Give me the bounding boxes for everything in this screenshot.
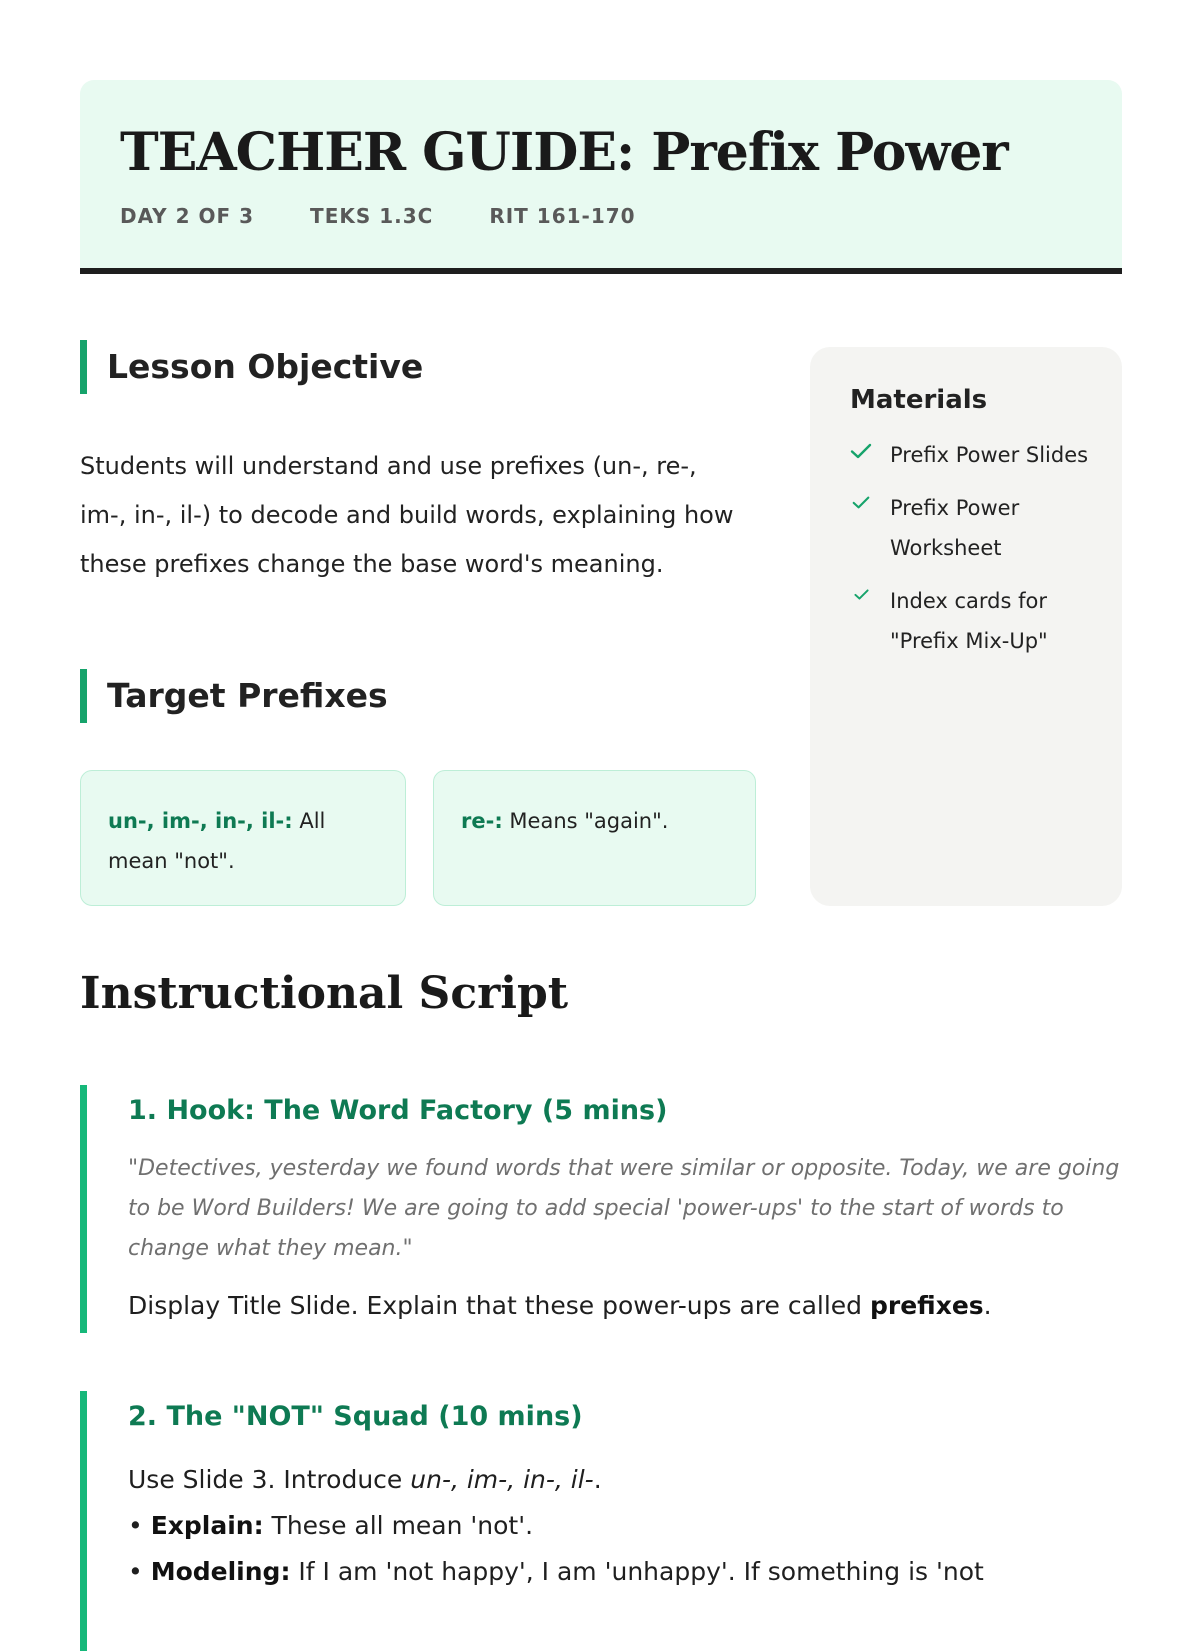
prefix-card-desc: All mean "not". (108, 809, 326, 873)
materials-item (850, 435, 1100, 475)
step-title: 1. Hook: The Word Factory (5 mins) (128, 1095, 668, 1126)
bullet-label: Modeling: (150, 1557, 291, 1586)
check-icon (850, 488, 872, 509)
guide-header (80, 80, 1122, 274)
prefix-card-term: re-: (461, 809, 503, 833)
materials-heading: Materials (850, 385, 988, 415)
bullet-text: If I am 'not happy', I am 'unhappy'. If something is 'not (290, 1557, 984, 1586)
materials-item (850, 488, 1100, 568)
step-title: 2. The "NOT" Squad (10 mins) (128, 1401, 583, 1432)
prefix-card-again (433, 770, 756, 906)
step-quote: "Detectives, yesterday we found words that were similar or opposite. Today, we are going to be Word Builders! We are going to add special 'power-ups' to the start of words to change what they mean." (128, 1156, 1120, 1261)
step-intro-text: Use Slide 3. Introduce (128, 1465, 411, 1494)
meta-teks: TEKS 1.3C (310, 204, 434, 228)
step-body-bold: prefixes (870, 1291, 984, 1320)
instructional-script-heading: Instructional Script (80, 968, 569, 1019)
step-body (128, 1283, 1122, 1329)
step-body-text: Display Title Slide. Explain that these power-ups are called (128, 1291, 870, 1320)
prefix-card-term: un-, im-, in-, il-: (108, 809, 293, 833)
meta-tags (120, 204, 636, 228)
page-title: TEACHER GUIDE: Prefix Power (120, 122, 1008, 183)
meta-day: DAY 2 OF 3 (120, 204, 255, 228)
materials-item (850, 581, 1100, 661)
script-step-hook (80, 1085, 1122, 1333)
prefix-card-not (80, 770, 406, 906)
target-prefixes-heading: Target Prefixes (80, 669, 388, 723)
step-body-end: . (983, 1291, 992, 1320)
step-bullet: • Modeling: If I am 'not happy', I am 'unhappy'. If something is 'not (128, 1557, 984, 1586)
materials-item-label: Prefix Power Worksheet (890, 496, 1020, 560)
materials-item-label: Index cards for "Prefix Mix-Up" (890, 589, 1048, 653)
step-intro-end: . (593, 1465, 602, 1494)
step-intro-prefixes: un-, im-, in-, il- (410, 1465, 594, 1494)
lesson-objective-heading: Lesson Objective (80, 340, 423, 394)
script-step-not-squad (80, 1391, 1122, 1651)
materials-item-label: Prefix Power Slides (890, 443, 1089, 467)
check-icon (850, 581, 872, 600)
meta-rit: RIT 161-170 (489, 204, 636, 228)
bullet-label: Explain: (150, 1511, 264, 1540)
step-intro (128, 1457, 1122, 1503)
bullet-text: These all mean 'not'. (263, 1511, 534, 1540)
check-icon (850, 435, 872, 459)
prefix-card-desc: Means "again". (509, 809, 669, 833)
materials-panel (810, 347, 1122, 906)
lesson-objective-text: Students will understand and use prefixes (un-, re-, im-, in-, il-) to decode and build words, explaining how these prefixes change the base word's meaning. (80, 452, 734, 578)
step-bullet: • Explain: These all mean 'not'. (128, 1511, 534, 1540)
materials-list (850, 435, 1100, 661)
